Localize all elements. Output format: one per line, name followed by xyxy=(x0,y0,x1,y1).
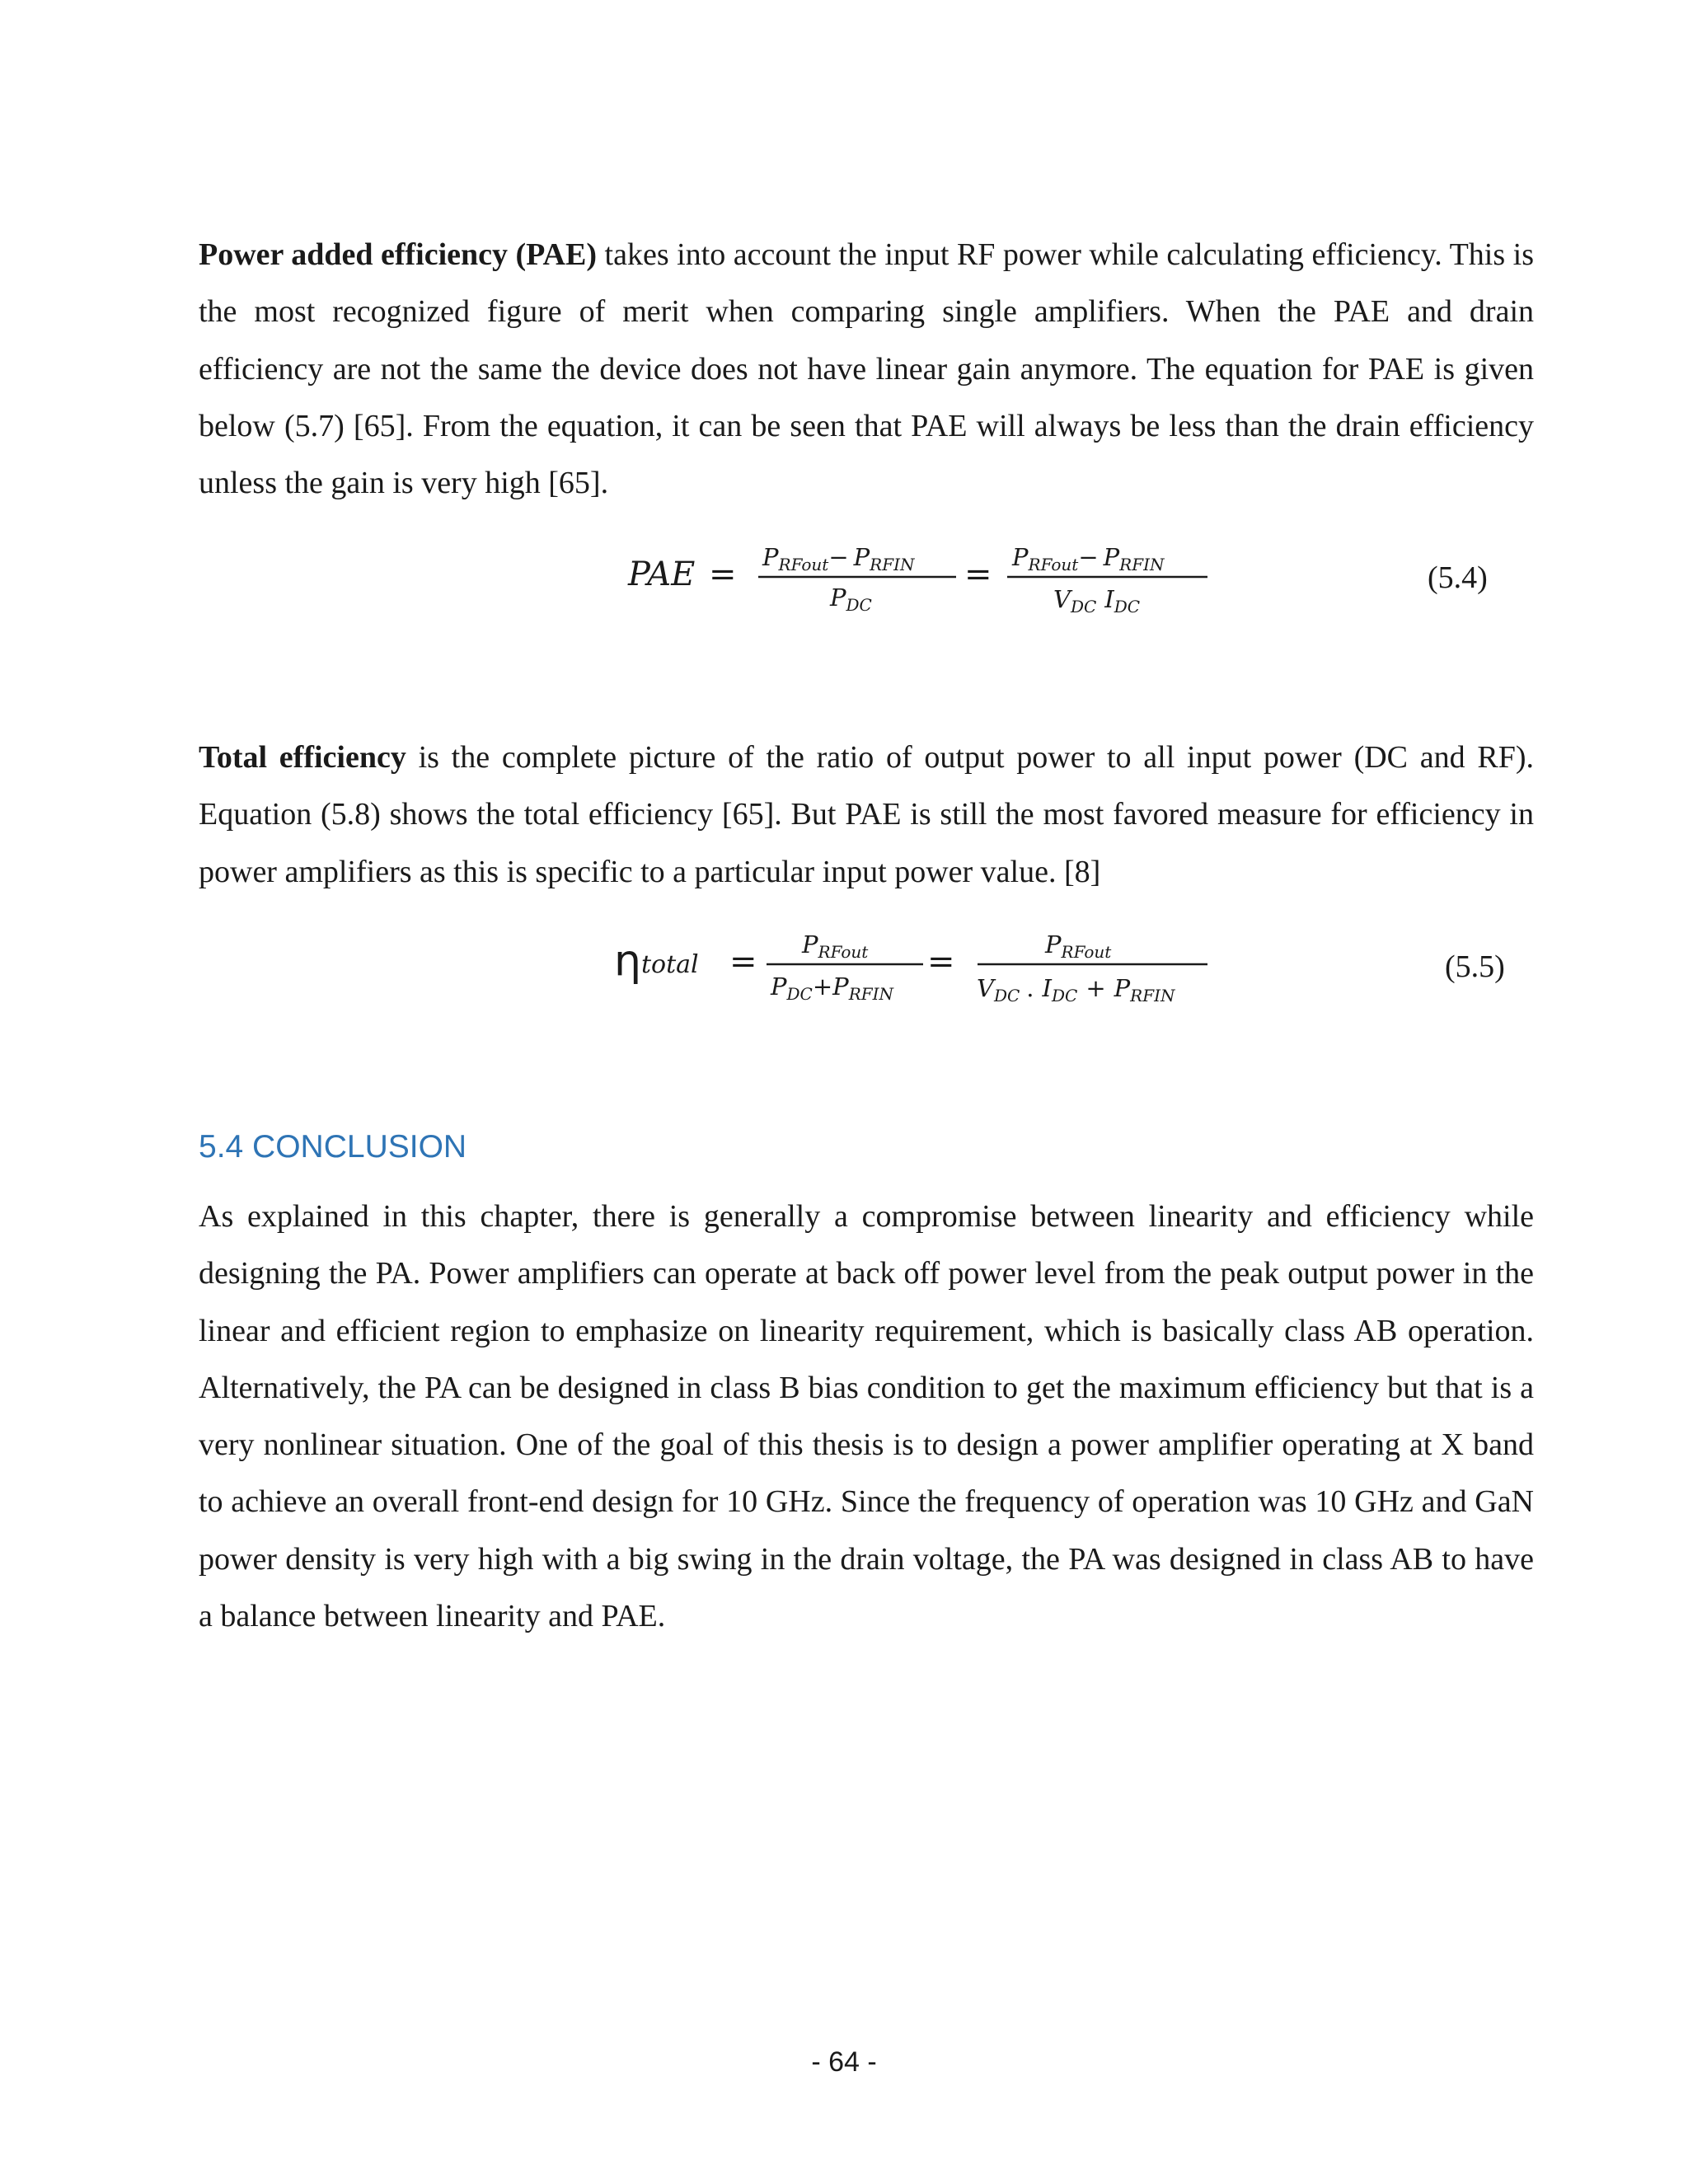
equation-total-frac1-numerator: $P_{RFout}$ xyxy=(802,930,869,962)
equation-pae-frac1-numerator: $P_{RFout}- P_{RFIN}$ xyxy=(762,543,915,574)
paragraph-pae xyxy=(199,227,1534,512)
equation-total-lhs: ηtotal xyxy=(614,936,699,986)
paragraph-total-text: is the complete picture of the ratio of output power to all input power (DC and RF). Equation (5.8) shows the total efficiency [65]. But PAE is still the most favored measure for efficiency in power amplifiers as this is specific to a particular input power value. [8] xyxy=(199,740,1534,889)
equation-number-5-4: (5.4) xyxy=(1428,560,1488,595)
page-number: - 64 - xyxy=(811,2046,877,2078)
paragraph-total-efficiency xyxy=(199,729,1534,901)
equation-total-efficiency xyxy=(0,923,1688,1014)
equation-pae-equals-2: = xyxy=(964,555,992,593)
equation-pae-lhs: PAE xyxy=(628,555,696,593)
equation-total-frac1-denominator: $P_{DC}+P_{RFIN}$ xyxy=(771,972,894,1004)
equation-pae xyxy=(0,536,1688,626)
term-total-efficiency: Total efficiency xyxy=(199,740,406,775)
equation-pae-frac1-denominator: $P_{DC}$ xyxy=(830,583,872,615)
term-pae: Power added efficiency (PAE) xyxy=(199,237,598,272)
equation-pae-equals-1: = xyxy=(709,555,737,593)
equation-total-frac2-denominator: $V_{DC}$ . $I_{DC} + P_{RFIN}$ xyxy=(977,974,1175,1005)
section-heading-conclusion: 5.4 CONCLUSION xyxy=(199,1129,467,1165)
paragraph-pae-text: takes into account the input RF power while calculating efficiency. This is the most recognized figure of merit when comparing single amplifiers. When the PAE and drain efficiency are not the same the device does not have linear gain anymore. The equation for PAE is given below (5.7) [65]. From the equation, it can be seen that PAE will always be less than the drain efficiency unless the gain is very high [65]. xyxy=(199,237,1535,501)
equation-total-equals-1: = xyxy=(729,943,757,981)
equation-total-frac2-numerator: $P_{RFout}$ xyxy=(1045,930,1112,962)
equation-pae-frac2-numerator: $P_{RFout}- P_{RFIN}$ xyxy=(1012,543,1165,574)
equation-pae-frac2-denominator: $V_{DC}$ $I_{DC}$ xyxy=(1053,585,1141,616)
equation-total-equals-2: = xyxy=(927,943,955,981)
equation-number-5-5: (5.5) xyxy=(1445,949,1505,984)
paragraph-conclusion: As explained in this chapter, there is generally a compromise between linearity and efficiency while designing the PA. Power amplifiers can operate at back off power level from the peak output power in the linear and efficient region to emphasize on linearity requirement, which is basically class AB operation. Alternatively, the PA can be designed in class B bias condition to get the maximum efficiency but that is a very nonlinear situation. One of the goal of this thesis is to design a power amplifier operating at X band to achieve an overall front-end design for 10 GHz. Since the frequency of operation was 10 GHz and GaN power density is very high with a big swing in the drain voltage, the PA was designed in class AB to have a balance between linearity and PAE. xyxy=(199,1199,1534,1634)
